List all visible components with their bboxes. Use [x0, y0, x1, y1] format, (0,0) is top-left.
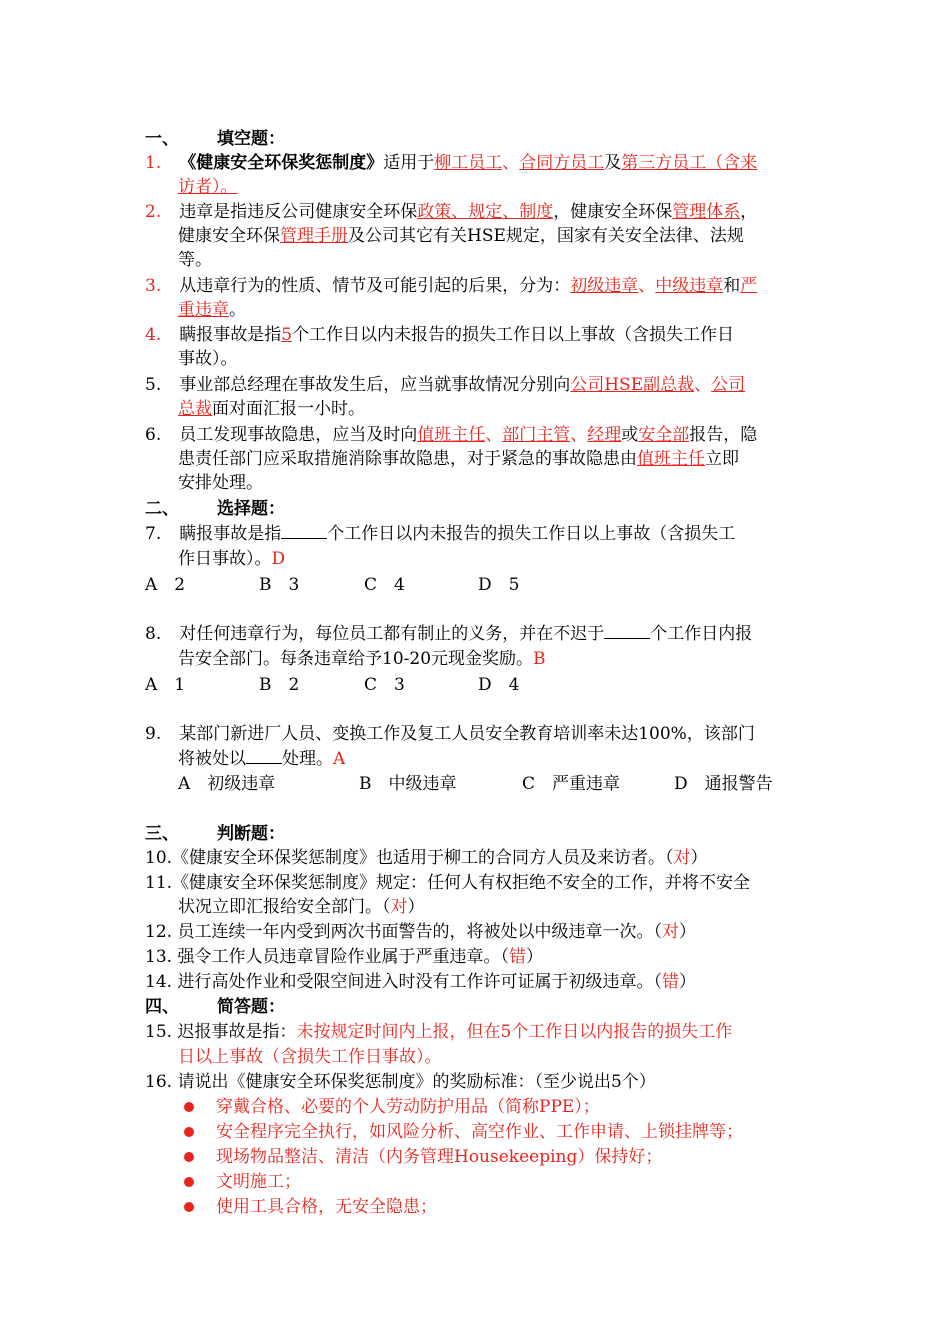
- answer: 安全部: [638, 425, 690, 445]
- text: 10.《健康安全环保奖惩制度》也适用于柳工的合同方人员及来访者。（: [145, 848, 674, 868]
- text: 健康安全环保: [178, 226, 280, 246]
- question-number: 9.: [145, 724, 162, 744]
- bullet-icon: [184, 1202, 194, 1212]
- text: 作日事故）。: [178, 549, 272, 569]
- option: C 严重违章: [522, 774, 621, 794]
- question-number: 4.: [145, 325, 162, 345]
- question-number: 8.: [145, 624, 162, 644]
- text: 、: [570, 425, 588, 445]
- text: 或: [621, 425, 639, 445]
- answer: 管理体系: [672, 202, 741, 222]
- text: ）: [407, 897, 425, 917]
- answer: 日以上事故（含损失工作日事故）。: [178, 1047, 442, 1067]
- answer: 合同方员工: [519, 153, 605, 173]
- answer: A: [333, 749, 346, 769]
- answer: 公司: [711, 375, 746, 395]
- answer: 对: [673, 848, 691, 868]
- list-item: 安全程序完全执行，如风险分析、高空作业、工作申请、上锁挂牌等；: [216, 1122, 743, 1142]
- text: 处理。: [282, 749, 333, 769]
- question-4-cont: [178, 347, 238, 371]
- question-1: [145, 151, 757, 175]
- text: 告安全部门。每条违章给予10-20元现金奖励。: [178, 649, 534, 669]
- option: D 4: [478, 675, 520, 695]
- answer: 对: [661, 922, 679, 942]
- text: ）: [678, 922, 696, 942]
- section-number: 一、: [145, 129, 179, 149]
- text: 等。: [178, 250, 212, 270]
- option: A 2: [145, 575, 186, 595]
- list-item: 使用工具合格，无安全隐患；: [216, 1197, 437, 1217]
- question-2: [145, 200, 757, 224]
- answer: 严: [740, 276, 758, 296]
- section-title: 判断题：: [217, 824, 285, 844]
- question-1-cont: [178, 175, 238, 199]
- text: 安排处理。: [178, 473, 263, 493]
- text: 、: [502, 153, 520, 173]
- text: 瞒报事故是指: [179, 325, 282, 345]
- question-3: [145, 274, 757, 298]
- question-6-cont2: [178, 471, 263, 495]
- text: 、: [694, 375, 712, 395]
- question-number: 2.: [145, 202, 162, 222]
- option: D 5: [478, 575, 520, 595]
- text: 。: [229, 300, 246, 320]
- section-number: 四、: [145, 997, 179, 1017]
- question-15-cont: [178, 1045, 442, 1069]
- text: 个工作日以内未报告的损失工作日以上事故（含损失工: [327, 524, 736, 544]
- answer: 错: [508, 947, 526, 967]
- question-10: [145, 846, 708, 870]
- list-item: 文明施工；: [216, 1172, 301, 1192]
- question-12: [145, 920, 696, 944]
- question-9-cont: [178, 747, 345, 771]
- text: 瞒报事故是指: [179, 524, 282, 544]
- text: ，: [740, 202, 758, 222]
- bullet-icon: [184, 1127, 194, 1137]
- question-2-cont2: [178, 248, 212, 272]
- question-number: 5.: [145, 375, 162, 395]
- section-1-heading: [145, 127, 285, 151]
- question-number: 6.: [145, 425, 162, 445]
- option: C 4: [364, 575, 405, 595]
- answer: 5: [281, 325, 293, 345]
- answer: 部门主管: [502, 425, 571, 445]
- text: 事故）。: [178, 349, 238, 369]
- answer: 初级违章: [570, 276, 639, 296]
- question-number: 3.: [145, 276, 162, 296]
- answer: D: [271, 549, 286, 569]
- answer: 值班主任: [417, 425, 486, 445]
- bullet-icon: [184, 1102, 194, 1112]
- question-6: [145, 423, 757, 447]
- answer: 中级违章: [655, 276, 724, 296]
- text: 15. 迟报事故是指：: [145, 1022, 297, 1042]
- answer: 经理: [587, 425, 622, 445]
- section-4-heading: [145, 995, 285, 1019]
- answer: 对: [390, 897, 408, 917]
- option: B 3: [259, 575, 300, 595]
- text: 某部门新进厂人员、变换工作及复工人员安全教育培训率未达100%，该部门: [179, 724, 755, 744]
- answer: 总裁: [178, 399, 212, 419]
- text: 员工发现事故隐患，应当及时向: [179, 425, 418, 445]
- answer: 柳工员工: [434, 153, 503, 173]
- question-7: [145, 522, 735, 546]
- answer: 公司HSE副总裁: [570, 375, 695, 395]
- section-title: 填空题：: [217, 129, 285, 149]
- text: 、: [485, 425, 503, 445]
- option: B 2: [259, 675, 300, 695]
- question-number: 1.: [145, 153, 162, 173]
- answer: 管理手册: [280, 226, 348, 246]
- text: 事业部总经理在事故发生后，应当就事故情况分别向: [179, 375, 571, 395]
- text: ）: [525, 947, 543, 967]
- text: 违章是指违反公司健康安全环保: [179, 202, 418, 222]
- question-11-cont: [178, 895, 425, 919]
- list-item: 现场物品整洁、清洁（内务管理Housekeeping）保持好；: [216, 1147, 663, 1167]
- text: 13. 强令工作人员违章冒险作业属于严重违章。（: [145, 947, 509, 967]
- question-9: [145, 722, 755, 746]
- text: 将被处以: [178, 749, 246, 769]
- question-6-cont: [178, 447, 739, 471]
- question-16: [145, 1070, 656, 1094]
- text: 个工作日内报: [650, 624, 753, 644]
- question-number: 7.: [145, 524, 162, 544]
- question-7-cont: [178, 547, 285, 571]
- question-14: [145, 970, 696, 994]
- text: 14. 进行高处作业和受限空间进入时没有工作许可证属于初级违章。（: [145, 972, 662, 992]
- text: 11.《健康安全环保奖惩制度》规定：任何人有权拒绝不安全的工作，并将不安全: [145, 873, 751, 893]
- option: D 通报警告: [674, 774, 773, 794]
- question-4: [145, 323, 734, 347]
- text: 状况立即汇报给安全部门。（: [178, 897, 391, 917]
- question-5-cont: [178, 397, 365, 421]
- question-8: [145, 622, 752, 646]
- text: 及公司其它有关HSE规定，国家有关安全法律、法规: [348, 226, 744, 246]
- text: ，健康安全环保: [553, 202, 673, 222]
- section-title: 简答题：: [217, 997, 285, 1017]
- list-item: 穿戴合格、必要的个人劳动防护用品（简称PPE）；: [216, 1097, 600, 1117]
- question-2-cont: [178, 224, 744, 248]
- question-5: [145, 373, 745, 397]
- blank-line: [281, 522, 327, 539]
- option: C 3: [364, 675, 405, 695]
- section-title: 选择题：: [217, 499, 285, 519]
- section-2-heading: [145, 497, 285, 521]
- text: 16. 请说出《健康安全环保奖惩制度》的奖励标准：（至少说出5个）: [145, 1072, 656, 1092]
- answer: 第三方员工（含来: [621, 153, 758, 173]
- answer: 重违章: [178, 300, 229, 320]
- option: B 中级违章: [359, 774, 457, 794]
- text: 从违章行为的性质、情节及可能引起的后果，分为：: [179, 276, 571, 296]
- answer: 政策、规定、制度: [417, 202, 554, 222]
- section-number: 三、: [145, 824, 179, 844]
- answer: 未按规定时间内上报，但在5个工作日以内报告的损失工作: [296, 1022, 733, 1042]
- answer: B: [533, 649, 546, 669]
- doc-title-ref: 《健康安全环保奖惩制度》: [179, 153, 384, 173]
- text: ）: [678, 972, 696, 992]
- answer: 访者）。: [178, 177, 238, 197]
- text: 12. 员工连续一年内受到两次书面警告的，将被处以中级违章一次。（: [145, 922, 662, 942]
- bullet-icon: [184, 1177, 194, 1187]
- blank-line: [246, 747, 282, 764]
- text: 、: [638, 276, 656, 296]
- section-3-heading: [145, 822, 285, 846]
- text: 和: [723, 276, 741, 296]
- question-11: [145, 871, 750, 895]
- text: 个工作日以内未报告的损失工作日以上事故（含损失工作日: [292, 325, 735, 345]
- text: 对任何违章行为，每位员工都有制止的义务，并在不迟于: [179, 624, 605, 644]
- text: 及: [604, 153, 622, 173]
- text: ）: [690, 848, 708, 868]
- question-3-cont: [178, 298, 246, 322]
- question-8-cont: [178, 647, 546, 671]
- text: 立即: [705, 449, 739, 469]
- blank-line: [604, 622, 650, 639]
- option: A 1: [145, 675, 186, 695]
- bullet-icon: [184, 1152, 194, 1162]
- text: 报告，隐: [689, 425, 758, 445]
- answer: 错: [661, 972, 679, 992]
- question-13: [145, 945, 543, 969]
- option: A 初级违章: [178, 774, 276, 794]
- text: 适用于: [383, 153, 435, 173]
- question-15: [145, 1020, 732, 1044]
- section-number: 二、: [145, 499, 179, 519]
- text: 患责任部门应采取措施消除事故隐患，对于紧急的事故隐患由: [178, 449, 637, 469]
- text: 面对面汇报一小时。: [212, 399, 365, 419]
- answer: 值班主任: [637, 449, 705, 469]
